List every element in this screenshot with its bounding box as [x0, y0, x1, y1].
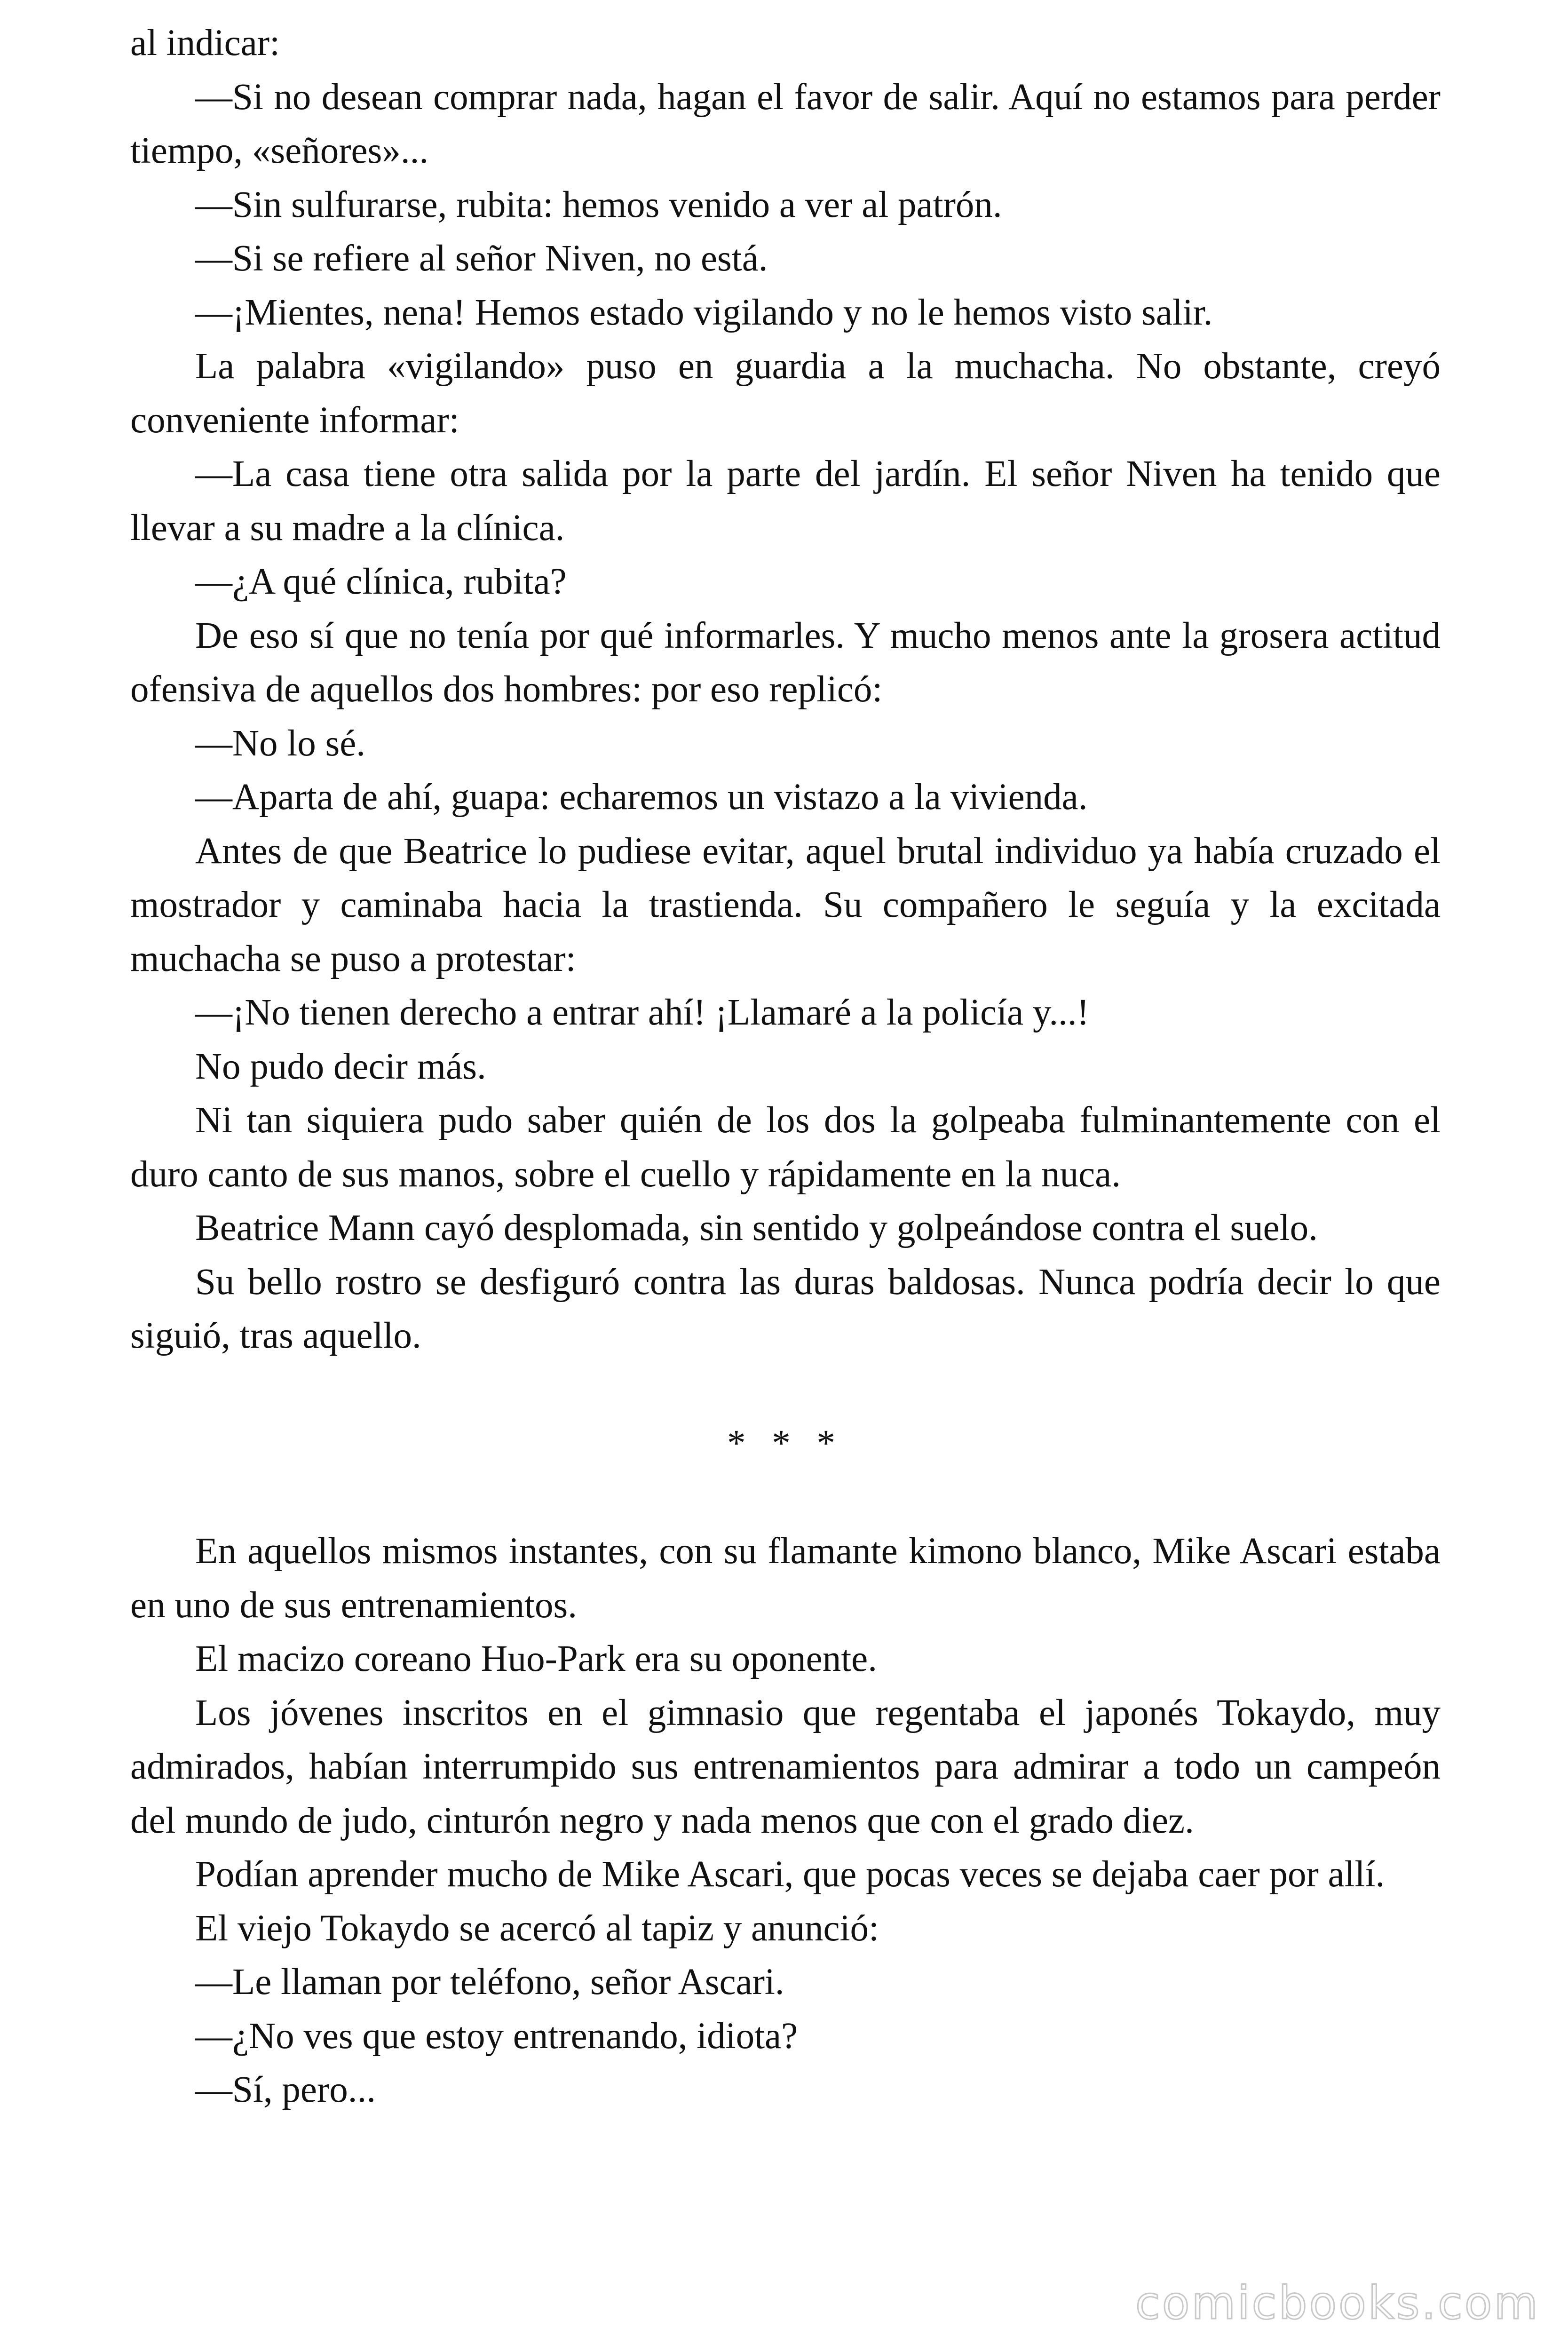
paragraph: —La casa tiene otra salida por la parte del jardín. El señor Niven ha tenido que llevar a su madre a la clínica.: [130, 453, 1441, 548]
document-page: [130, 16, 1441, 2117]
paragraph: —Sin sulfurarse, rubita: hemos venido a ver al patrón.: [195, 184, 1002, 225]
watermark: comicbooks.com: [1135, 2277, 1540, 2329]
paragraph: —¡Mientes, nena! Hemos estado vigilando y no le hemos visto salir.: [195, 292, 1213, 333]
paragraph: —¡No tienen derecho a entrar ahí! ¡Llamaré a la policía y...!: [195, 992, 1089, 1033]
paragraph: Antes de que Beatrice lo pudiese evitar, aquel brutal individuo ya había cruzado el mostrador y caminaba hacia la trastienda. Su compañero le seguía y la excitada muchacha se puso a protestar:: [130, 830, 1441, 979]
paragraph: —No lo sé.: [195, 723, 366, 764]
paragraph: —¿No ves que estoy entrenando, idiota?: [195, 2015, 798, 2057]
paragraph: El macizo coreano Huo-Park era su oponente.: [195, 1638, 877, 1679]
paragraph: —Si se refiere al señor Niven, no está.: [195, 238, 768, 279]
text-section-after: [130, 1525, 1441, 2117]
paragraph: Los jóvenes inscritos en el gimnasio que regentaba el japonés Tokaydo, muy admirados, habían interrumpido sus entrenamientos para admirar a todo un campeón del mundo de judo, cinturón negro y nada menos que con el grado diez.: [130, 1692, 1441, 1841]
paragraph: Su bello rostro se desfiguró contra las duras baldosas. Nunca podría decir lo que siguió, tras aquello.: [130, 1261, 1441, 1356]
paragraph: La palabra «vigilando» puso en guardia a la muchacha. No obstante, creyó conveniente informar:: [130, 346, 1441, 441]
scene-separator: * * *: [727, 1423, 844, 1464]
paragraph: De eso sí que no tenía por qué informarles. Y mucho menos ante la grosera actitud ofensiva de aquellos dos hombres: por eso replicó:: [130, 615, 1441, 710]
paragraph: No pudo decir más.: [195, 1046, 486, 1087]
paragraph: al indicar:: [130, 23, 280, 64]
paragraph: El viejo Tokaydo se acercó al tapiz y anunció:: [195, 1907, 879, 1949]
paragraph: —Si no desean comprar nada, hagan el favor de salir. Aquí no estamos para perder tiempo, «señores»...: [130, 76, 1441, 171]
section-gap: [130, 1363, 1441, 1417]
text-section-before: [130, 16, 1441, 1363]
paragraph: Beatrice Mann cayó desplomada, sin sentido y golpeándose contra el suelo.: [195, 1208, 1318, 1248]
paragraph: —Aparta de ahí, guapa: echaremos un vistazo a la vivienda.: [195, 777, 1088, 818]
paragraph: Ni tan siquiera pudo saber quién de los dos la golpeaba fulminantemente con el duro canto de sus manos, sobre el cuello y rápidamente en la nuca.: [130, 1100, 1441, 1195]
paragraph: En aquellos mismos instantes, con su flamante kimono blanco, Mike Ascari estaba en uno de sus entrenamientos.: [130, 1531, 1441, 1626]
paragraph: —Sí, pero...: [195, 2069, 376, 2110]
paragraph: Podían aprender mucho de Mike Ascari, que pocas veces se dejaba caer por allí.: [195, 1854, 1385, 1895]
paragraph: —¿A qué clínica, rubita?: [195, 561, 567, 602]
section-gap: [130, 1471, 1441, 1525]
paragraph: —Le llaman por teléfono, señor Ascari.: [195, 1962, 784, 2002]
